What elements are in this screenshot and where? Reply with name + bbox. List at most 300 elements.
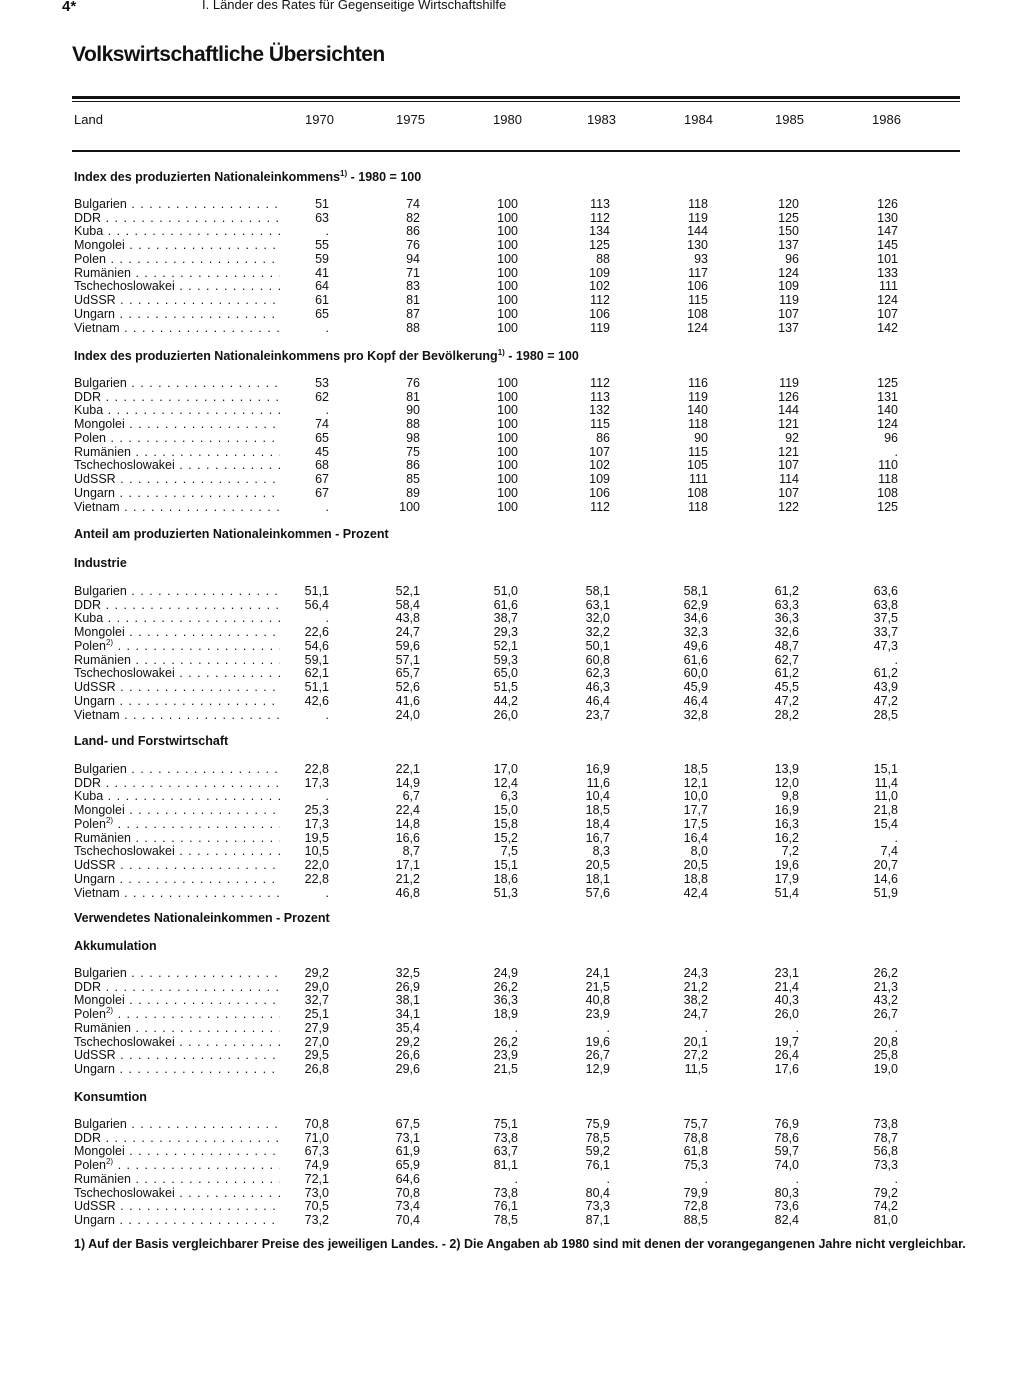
value-cell: 29,6 [395, 1062, 420, 1076]
value-cell: 100 [497, 472, 518, 486]
value-cell: 132 [589, 403, 610, 418]
value-cell: 100 [497, 293, 518, 307]
table-row [0, 625, 1024, 639]
value-cell: 32,6 [774, 625, 799, 640]
value-cell: . [514, 1171, 518, 1186]
value-cell: 67 [315, 472, 329, 486]
value-cell: 81,0 [873, 1213, 898, 1227]
value-cell: 100 [497, 306, 518, 321]
table-row [0, 266, 1024, 280]
value-cell: 15,0 [493, 803, 518, 818]
value-cell: 118 [878, 472, 898, 486]
value-cell: 59 [315, 251, 329, 266]
table-row [0, 776, 1024, 790]
value-cell: 21,2 [683, 979, 708, 994]
value-cell: 74,2 [873, 1199, 898, 1214]
value-cell: 122 [778, 499, 799, 514]
value-cell: 26,0 [493, 707, 518, 722]
value-cell: 102 [589, 279, 610, 294]
value-cell: 75 [406, 444, 420, 459]
table-row [0, 307, 1024, 321]
value-cell: 100 [497, 444, 518, 459]
value-cell: 80,3 [774, 1185, 799, 1200]
value-cell: 45 [315, 444, 329, 459]
table-row [0, 1172, 1024, 1186]
value-cell: 90 [694, 430, 708, 445]
value-cell: 88 [596, 251, 610, 266]
table-row [0, 980, 1024, 994]
value-cell: 100 [497, 197, 518, 211]
value-cell: 22,4 [395, 803, 420, 818]
value-cell: 78,8 [683, 1130, 708, 1145]
table-row [0, 1213, 1024, 1227]
value-cell: 119 [590, 320, 610, 335]
value-cell: 108 [877, 485, 898, 500]
country-label: Polen$^{2)}$ . . . [74, 639, 280, 653]
value-cell: 43,8 [395, 611, 420, 626]
value-cell: 65 [315, 430, 329, 445]
value-cell: 7,2 [781, 844, 799, 859]
value-cell: 51,0 [493, 584, 518, 598]
value-cell: 67 [315, 485, 329, 500]
value-cell: 16,4 [683, 830, 708, 845]
value-cell: 28,5 [873, 707, 898, 722]
value-cell: 47,2 [774, 693, 799, 708]
footnote: 1) Auf der Basis vergleichbarer Preise des jeweiligen Landes. - 2) Die Angaben ab 1980 sind mit denen der vorangegangenen Jahre nicht vergleichbar. [74, 1237, 966, 1251]
country-label: Mongolei . . . [74, 993, 280, 1007]
table-row [0, 1158, 1024, 1172]
table-row [0, 789, 1024, 803]
value-cell: 94 [406, 251, 420, 266]
value-cell: 73,6 [774, 1199, 799, 1214]
country-label: Polen$^{2)}$ . . . [74, 1007, 280, 1021]
country-label: DDR . . . [74, 1131, 280, 1145]
value-cell: 83 [406, 279, 420, 294]
value-cell: 62 [315, 389, 329, 404]
value-cell: 17,5 [683, 816, 708, 831]
country-label: DDR . . . [74, 390, 280, 404]
value-cell: 74 [315, 417, 329, 432]
header-bottom-rule [72, 150, 960, 152]
value-cell: 100 [497, 376, 518, 390]
value-cell: 51,9 [873, 885, 898, 900]
table-row [0, 803, 1024, 817]
value-cell: 70,5 [304, 1199, 329, 1214]
table-row [0, 1007, 1024, 1021]
value-cell: 140 [877, 403, 898, 418]
value-cell: 107 [589, 444, 610, 459]
value-cell: 24,9 [493, 966, 518, 980]
value-cell: 78,5 [585, 1130, 610, 1145]
value-cell: 19,7 [774, 1034, 799, 1049]
value-cell: . [894, 1020, 898, 1035]
value-cell: 27,9 [304, 1020, 329, 1035]
value-cell: 137 [778, 320, 799, 335]
value-cell: 74,0 [774, 1158, 799, 1173]
value-cell: 10,0 [683, 789, 708, 804]
value-cell: 26,2 [873, 966, 898, 980]
value-cell: 34,1 [395, 1007, 420, 1022]
column-header-1986: 1986 [872, 112, 901, 127]
value-cell: 119 [779, 293, 799, 307]
country-label: Bulgarien . . . [74, 1117, 280, 1131]
value-cell: 13,9 [774, 762, 799, 776]
value-cell: 115 [688, 444, 708, 459]
country-label: Tschechoslowakei . . . [74, 844, 280, 858]
value-cell: . [325, 707, 329, 722]
value-cell: 124 [877, 293, 898, 307]
value-cell: 74 [406, 197, 420, 211]
value-cell: . [894, 444, 898, 459]
value-cell: 19,0 [873, 1062, 898, 1076]
value-cell: 75,7 [683, 1117, 708, 1131]
value-cell: 56,4 [304, 597, 329, 612]
value-cell: 10,4 [585, 789, 610, 804]
country-label: Rumänien . . . [74, 1021, 280, 1035]
header-top-rule [72, 96, 960, 99]
value-cell: 114 [779, 472, 799, 486]
value-cell: 124 [778, 265, 799, 280]
value-cell: 16,7 [585, 830, 610, 845]
value-cell: 49,6 [683, 638, 708, 653]
value-cell: 61,6 [683, 652, 708, 667]
table-row [0, 598, 1024, 612]
country-label: Rumänien . . . [74, 653, 280, 667]
value-cell: 63,1 [585, 597, 610, 612]
value-cell: 26,6 [395, 1048, 420, 1063]
value-cell: 25,1 [304, 1007, 329, 1022]
table-row [0, 611, 1024, 625]
value-cell: 15,8 [493, 816, 518, 831]
value-cell: 43,2 [873, 993, 898, 1008]
table-row [0, 252, 1024, 266]
country-label: Polen$^{2)}$ . . . [74, 1158, 280, 1172]
value-cell: 107 [778, 458, 799, 473]
country-label: DDR . . . [74, 980, 280, 994]
value-cell: 26,0 [774, 1007, 799, 1022]
table-row [0, 224, 1024, 238]
value-cell: 63,7 [493, 1144, 518, 1159]
value-cell: 76,9 [774, 1117, 799, 1131]
running-title: I. Länder des Rates für Gegenseitige Wirtschaftshilfe [202, 0, 507, 12]
value-cell: 100 [497, 389, 518, 404]
value-cell: 63,6 [873, 584, 898, 598]
value-cell: 19,6 [774, 858, 799, 872]
value-cell: 16,6 [395, 830, 420, 845]
value-cell: 111 [688, 472, 708, 486]
table-row [0, 1199, 1024, 1213]
value-cell: 68 [315, 458, 329, 473]
value-cell: . [894, 830, 898, 845]
value-cell: 88 [406, 320, 420, 335]
table-row [0, 486, 1024, 500]
value-cell: 82 [406, 210, 420, 225]
value-cell: 102 [589, 458, 610, 473]
value-cell: 50,1 [585, 638, 610, 653]
value-cell: . [514, 1020, 518, 1035]
section-heading: Akkumulation [74, 939, 157, 953]
value-cell: 8,7 [402, 844, 420, 859]
value-cell: 124 [877, 417, 898, 432]
value-cell: . [325, 611, 329, 626]
value-cell: 108 [687, 306, 708, 321]
value-cell: 100 [497, 403, 518, 418]
value-cell: 130 [687, 238, 708, 253]
value-cell: 22,1 [395, 762, 420, 776]
value-cell: 81,1 [493, 1158, 518, 1173]
value-cell: . [704, 1020, 708, 1035]
value-cell: 18,6 [493, 871, 518, 886]
value-cell: . [795, 1171, 799, 1186]
value-cell: 59,3 [493, 652, 518, 667]
value-cell: 109 [589, 472, 610, 486]
value-cell: 100 [497, 251, 518, 266]
value-cell: 126 [877, 197, 898, 211]
value-cell: 11,6 [586, 775, 610, 790]
value-cell: 115 [688, 293, 708, 307]
value-cell: 113 [590, 197, 610, 211]
value-cell: 48,7 [774, 638, 799, 653]
value-cell: 78,7 [873, 1130, 898, 1145]
value-cell: 8,3 [592, 844, 610, 859]
value-cell: 120 [778, 197, 799, 211]
value-cell: 88 [406, 417, 420, 432]
section-heading: Index des produzierten Nationaleinkommens pro Kopf der Bevölkerung$^{1)}$ - 1980 = 100 [74, 347, 579, 363]
value-cell: 100 [497, 320, 518, 335]
value-cell: 106 [589, 306, 610, 321]
value-cell: 75,9 [585, 1117, 610, 1131]
value-cell: 107 [877, 306, 898, 321]
value-cell: 118 [688, 417, 708, 432]
country-label: Tschechoslowakei . . . [74, 279, 280, 293]
value-cell: 45,5 [774, 680, 799, 694]
value-cell: 107 [778, 485, 799, 500]
value-cell: 21,3 [873, 979, 898, 994]
value-cell: 121 [778, 444, 799, 459]
country-label: Ungarn . . . [74, 1213, 280, 1227]
value-cell: 17,1 [395, 858, 420, 872]
value-cell: 100 [497, 458, 518, 473]
value-cell: 52,6 [395, 680, 420, 694]
value-cell: 21,5 [585, 979, 610, 994]
section-heading: Land- und Forstwirtschaft [74, 734, 229, 748]
value-cell: 53 [315, 376, 329, 390]
value-cell: 81 [406, 293, 420, 307]
value-cell: 17,6 [774, 1062, 799, 1076]
value-cell: 21,4 [774, 979, 799, 994]
value-cell: 37,5 [873, 611, 898, 626]
value-cell: 46,4 [683, 693, 708, 708]
value-cell: 55 [315, 238, 329, 253]
value-cell: 88,5 [683, 1213, 708, 1227]
value-cell: 92 [785, 430, 799, 445]
value-cell: 24,7 [683, 1007, 708, 1022]
value-cell: 144 [687, 224, 708, 239]
value-cell: 27,0 [304, 1034, 329, 1049]
value-cell: 29,2 [395, 1034, 420, 1049]
column-header-1980: 1980 [493, 112, 522, 127]
table-row [0, 653, 1024, 667]
country-label: DDR . . . [74, 776, 280, 790]
value-cell: 59,7 [774, 1144, 799, 1159]
country-label: UdSSR . . . [74, 1199, 280, 1213]
country-label: Kuba . . . [74, 403, 280, 417]
value-cell: 62,1 [304, 666, 329, 681]
value-cell: 26,8 [304, 1062, 329, 1076]
value-cell: 16,9 [774, 803, 799, 818]
value-cell: 119 [779, 376, 799, 390]
country-label: Bulgarien . . . [74, 197, 280, 211]
value-cell: 73,0 [304, 1185, 329, 1200]
value-cell: 61,9 [395, 1144, 420, 1159]
value-cell: 100 [497, 279, 518, 294]
value-cell: 14,8 [395, 816, 420, 831]
value-cell: 22,8 [304, 762, 329, 776]
value-cell: 12,4 [493, 775, 518, 790]
value-cell: 40,8 [585, 993, 610, 1008]
country-label: UdSSR . . . [74, 1048, 280, 1062]
value-cell: 125 [877, 499, 898, 514]
value-cell: 24,1 [585, 966, 610, 980]
country-label: Bulgarien . . . [74, 584, 280, 598]
value-cell: 24,3 [683, 966, 708, 980]
table-row [0, 1186, 1024, 1200]
value-cell: 75,3 [683, 1158, 708, 1173]
table-row [0, 1117, 1024, 1131]
value-cell: 11,0 [874, 789, 898, 804]
value-cell: 35,4 [395, 1020, 420, 1035]
value-cell: 19,5 [304, 830, 329, 845]
value-cell: 137 [778, 238, 799, 253]
value-cell: 38,7 [493, 611, 518, 626]
value-cell: 73,4 [395, 1199, 420, 1214]
value-cell: . [325, 499, 329, 514]
value-cell: 58,1 [585, 584, 610, 598]
value-cell: 18,5 [585, 803, 610, 818]
country-label: Bulgarien . . . [74, 376, 280, 390]
table-row [0, 1131, 1024, 1145]
value-cell: 65 [315, 306, 329, 321]
value-cell: 16,2 [774, 830, 799, 845]
value-cell: 106 [589, 485, 610, 500]
country-label: Ungarn . . . [74, 694, 280, 708]
value-cell: 70,8 [395, 1185, 420, 1200]
value-cell: 12,9 [585, 1062, 610, 1076]
country-label: Rumänien . . . [74, 266, 280, 280]
value-cell: 23,1 [774, 966, 799, 980]
value-cell: 26,4 [774, 1048, 799, 1063]
value-cell: 71,0 [304, 1130, 329, 1145]
value-cell: 112 [590, 210, 610, 225]
value-cell: 62,7 [774, 652, 799, 667]
value-cell: 29,2 [304, 966, 329, 980]
value-cell: 131 [877, 389, 898, 404]
value-cell: 10,5 [304, 844, 329, 859]
value-cell: 116 [688, 376, 708, 390]
value-cell: 70,8 [304, 1117, 329, 1131]
value-cell: 106 [687, 279, 708, 294]
value-cell: 67,3 [304, 1144, 329, 1159]
table-row [0, 293, 1024, 307]
value-cell: 60,8 [585, 652, 610, 667]
value-cell: 90 [406, 403, 420, 418]
value-cell: 112 [590, 293, 610, 307]
value-cell: 133 [877, 265, 898, 280]
table-row [0, 817, 1024, 831]
value-cell: 20,8 [873, 1034, 898, 1049]
value-cell: . [704, 1171, 708, 1186]
value-cell: 18,5 [683, 762, 708, 776]
value-cell: 20,5 [585, 858, 610, 872]
value-cell: 73,1 [395, 1130, 420, 1145]
value-cell: 19,6 [585, 1034, 610, 1049]
value-cell: 144 [778, 403, 799, 418]
table-row [0, 376, 1024, 390]
table-row [0, 858, 1024, 872]
country-label: Tschechoslowakei . . . [74, 1035, 280, 1049]
value-cell: 125 [589, 238, 610, 253]
country-label: Vietnam . . . [74, 708, 280, 722]
value-cell: 20,5 [683, 858, 708, 872]
country-label: Tschechoslowakei . . . [74, 666, 280, 680]
value-cell: 24,7 [395, 625, 420, 640]
value-cell: 32,8 [683, 707, 708, 722]
value-cell: 17,3 [304, 775, 329, 790]
value-cell: 86 [406, 224, 420, 239]
value-cell: 32,5 [395, 966, 420, 980]
value-cell: 16,9 [585, 762, 610, 776]
value-cell: 23,9 [585, 1007, 610, 1022]
value-cell: 51,1 [304, 680, 329, 694]
value-cell: 78,6 [774, 1130, 799, 1145]
value-cell: 17,7 [683, 803, 708, 818]
table-row [0, 762, 1024, 776]
value-cell: 45,9 [683, 680, 708, 694]
value-cell: 119 [688, 210, 708, 225]
value-cell: 110 [878, 458, 898, 473]
value-cell: 56,8 [873, 1144, 898, 1159]
value-cell: 65,0 [493, 666, 518, 681]
country-label: Polen . . . [74, 431, 280, 445]
value-cell: 15,1 [873, 762, 898, 776]
page-title: Volkswirtschaftliche Übersichten [72, 43, 385, 66]
value-cell: 60,0 [683, 666, 708, 681]
value-cell: 147 [877, 224, 898, 239]
value-cell: 38,1 [395, 993, 420, 1008]
value-cell: 63 [315, 210, 329, 225]
page-number: 4* [62, 0, 77, 15]
value-cell: 52,1 [493, 638, 518, 653]
column-header-1975: 1975 [396, 112, 425, 127]
value-cell: . [325, 320, 329, 335]
value-cell: 61,6 [493, 597, 518, 612]
value-cell: 32,3 [683, 625, 708, 640]
country-label: UdSSR . . . [74, 293, 280, 307]
value-cell: 51,5 [493, 680, 518, 694]
value-cell: 24,0 [395, 707, 420, 722]
value-cell: 20,7 [873, 858, 898, 872]
value-cell: 57,6 [585, 885, 610, 900]
table-row [0, 1035, 1024, 1049]
value-cell: 124 [687, 320, 708, 335]
value-cell: 29,3 [493, 625, 518, 640]
value-cell: 34,6 [683, 611, 708, 626]
value-cell: . [606, 1020, 610, 1035]
table-row [0, 708, 1024, 722]
value-cell: 100 [497, 417, 518, 432]
value-cell: 78,5 [493, 1213, 518, 1227]
value-cell: 85 [406, 472, 420, 486]
